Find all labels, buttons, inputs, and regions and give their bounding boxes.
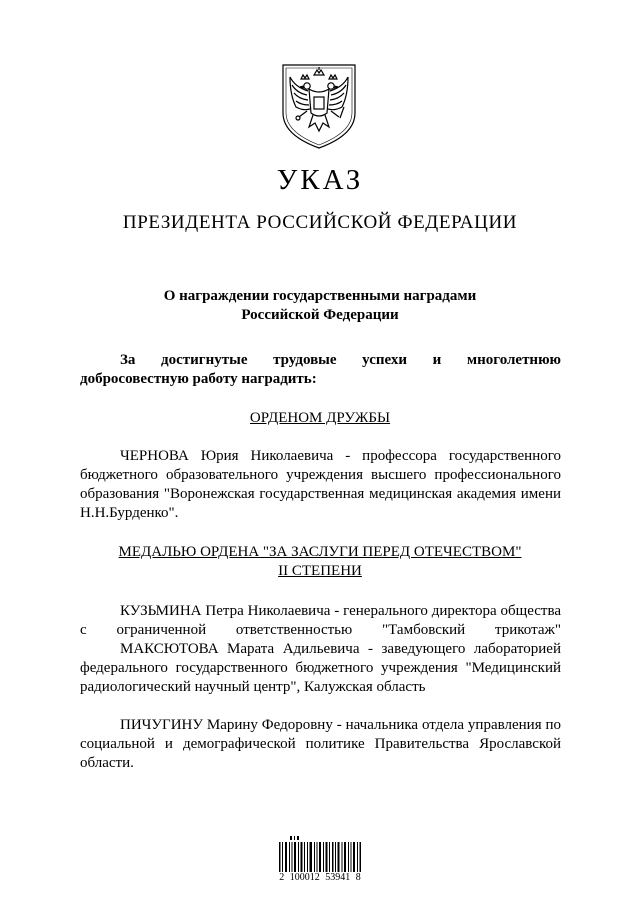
barcode-number: 2 100012 53941 8 <box>279 872 361 883</box>
award-recipient-1: ЧЕРНОВА Юрия Николаевича - профессора государственного бюджетного образовательного учреждения высшего профессионального образования "Воронежская государственная медицинская академия имени Н.Н.Бурденко". <box>80 448 561 521</box>
document-title: УКАЗ <box>276 164 364 196</box>
document-subtitle: ПРЕЗИДЕНТА РОССИЙСКОЙ ФЕДЕРАЦИИ <box>122 212 518 233</box>
award-title-line2: II СТЕПЕНИ <box>278 563 362 579</box>
award-medal-merit <box>0 543 640 581</box>
award-title: ОРДЕНОМ ДРУЖБЫ <box>249 410 391 426</box>
award-recipient-2: КУЗЬМИНА Петра Николаевича - генерального директора общества с ограниченной ответственностью "Тамбовский трикотаж" <box>80 603 561 638</box>
decree-heading <box>0 287 640 325</box>
decree-heading-line1: О награждении государственными наградами <box>163 288 477 304</box>
award-title-line1: МЕДАЛЬЮ ОРДЕНА "ЗА ЗАСЛУГИ ПЕРЕД ОТЕЧЕСТВОМ" <box>118 544 522 560</box>
decree-heading-line2: Российской Федерации <box>241 307 399 323</box>
award-recipient-4: ПИЧУГИНУ Марину Федоровну - начальника отдела управления по социальной и демографической политике Правительства Ярославской области. <box>80 717 561 771</box>
intro-paragraph: За достигнутые трудовые успехи и многолетнюю добросовестную работу наградить: <box>80 352 561 387</box>
award-recipient-3: МАКСЮТОВА Марата Адильевича - заведующего лабораторией федерального государственного бюджетного учреждения "Медицинский радиологический научный центр", Калужская область <box>80 641 561 695</box>
coat-of-arms-icon <box>277 55 361 151</box>
award-order-of-friendship <box>0 409 640 428</box>
